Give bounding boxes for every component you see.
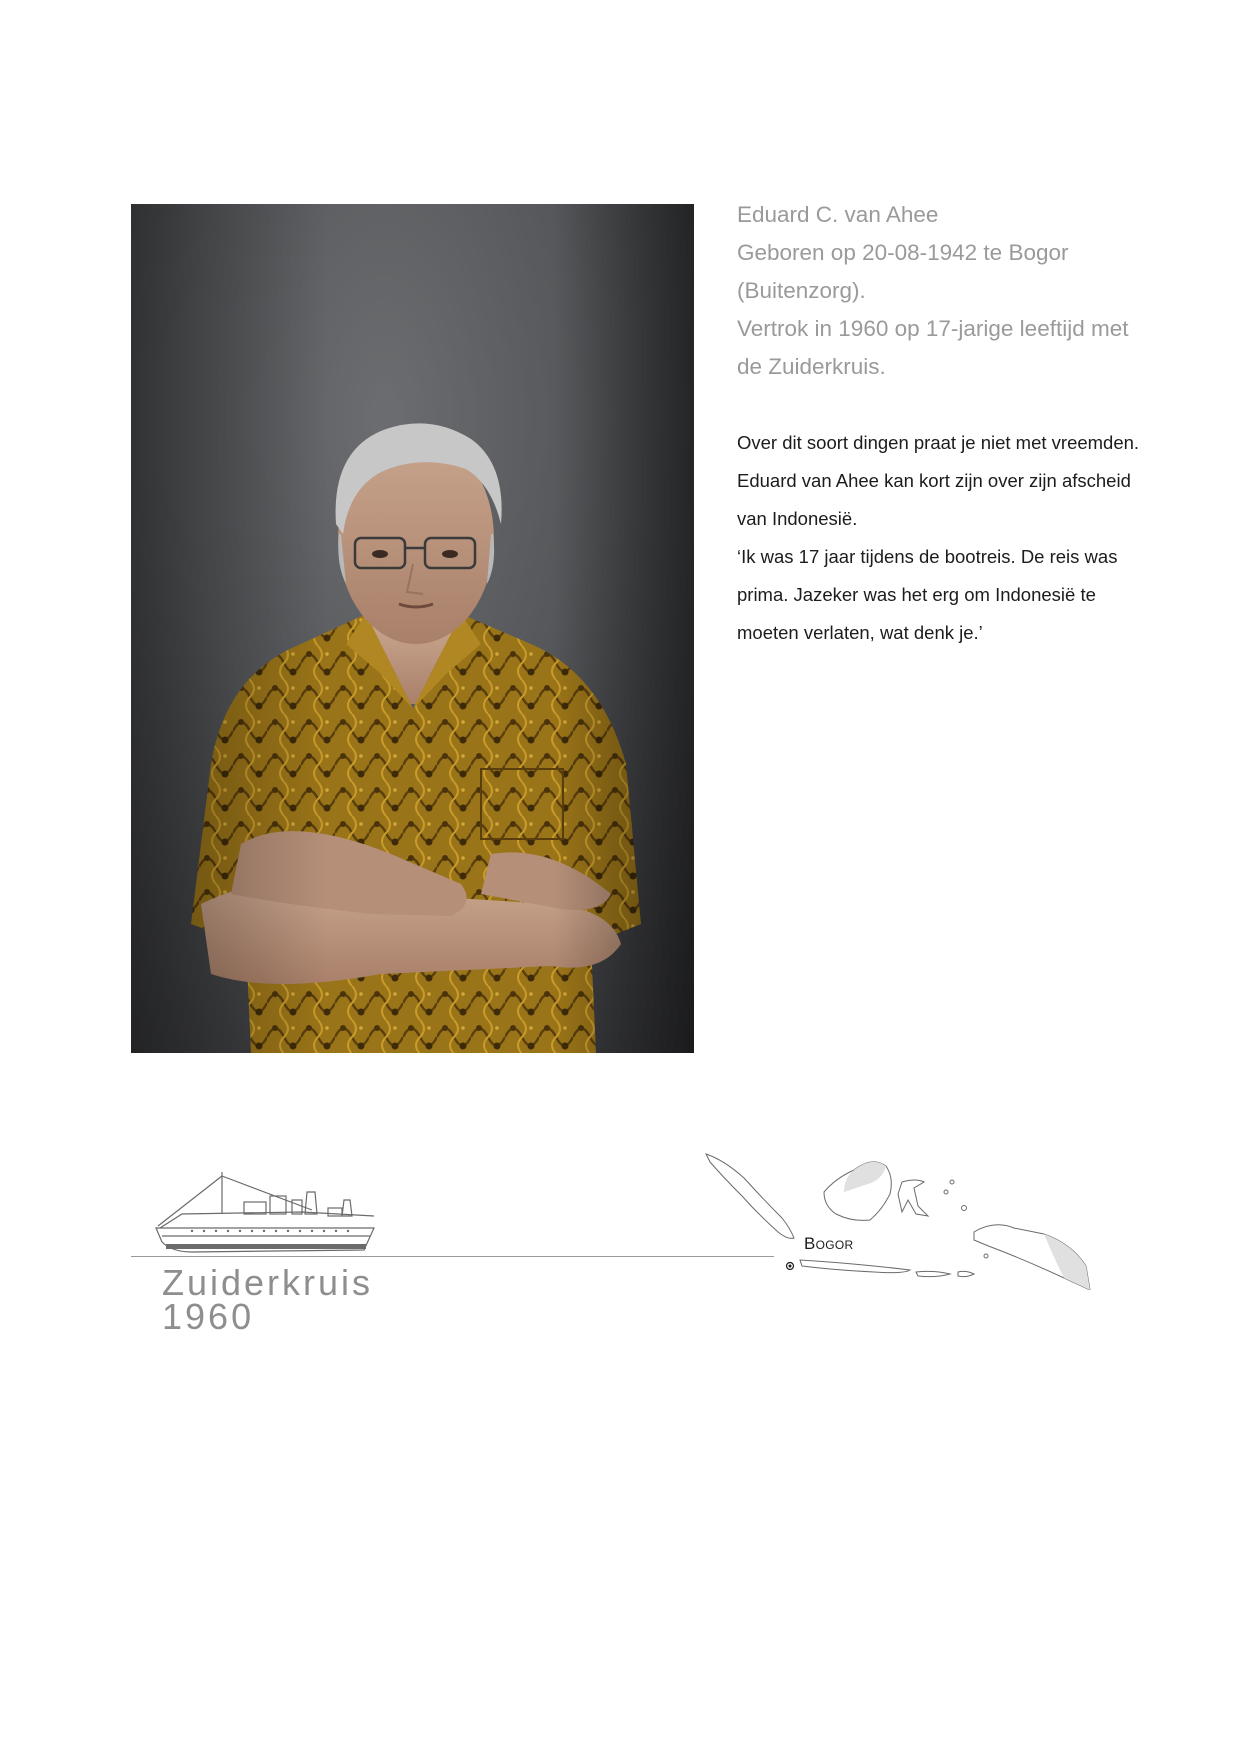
map-place-label: Bogor [804, 1234, 854, 1253]
birth-line-2: (Buitenzorg). [737, 278, 866, 303]
story-text [737, 424, 1157, 652]
story-line: Eduard van Ahee kan kort zijn over zijn afscheid [737, 470, 1131, 491]
departure-line-1: Vertrok in 1960 op 17-jarige leeftijd met [737, 316, 1129, 341]
portrait-illustration [131, 204, 694, 1053]
story-line: moeten verlaten, wat denk je.’ [737, 622, 983, 643]
indonesia-map-icon [704, 1148, 1120, 1290]
ship-year: 1960 [162, 1296, 255, 1337]
ship-icon [152, 1170, 378, 1254]
story-line: van Indonesië. [737, 508, 858, 529]
birth-line-1: Geboren op 20-08-1942 te Bogor [737, 240, 1069, 265]
story-line: Over dit soort dingen praat je niet met vreemden. [737, 432, 1140, 453]
portrait-photo [131, 204, 694, 1053]
story-line: prima. Jazeker was het erg om Indonesië te [737, 584, 1096, 605]
intro-block [737, 196, 1157, 386]
ship-name: Zuiderkruis [162, 1262, 374, 1303]
ship-caption [162, 1262, 374, 1337]
departure-line-2: de Zuiderkruis. [737, 354, 886, 379]
horizontal-rule [131, 1256, 774, 1257]
story-line: ‘Ik was 17 jaar tijdens de bootreis. De reis was [737, 546, 1118, 567]
person-name: Eduard C. van Ahee [737, 202, 939, 227]
